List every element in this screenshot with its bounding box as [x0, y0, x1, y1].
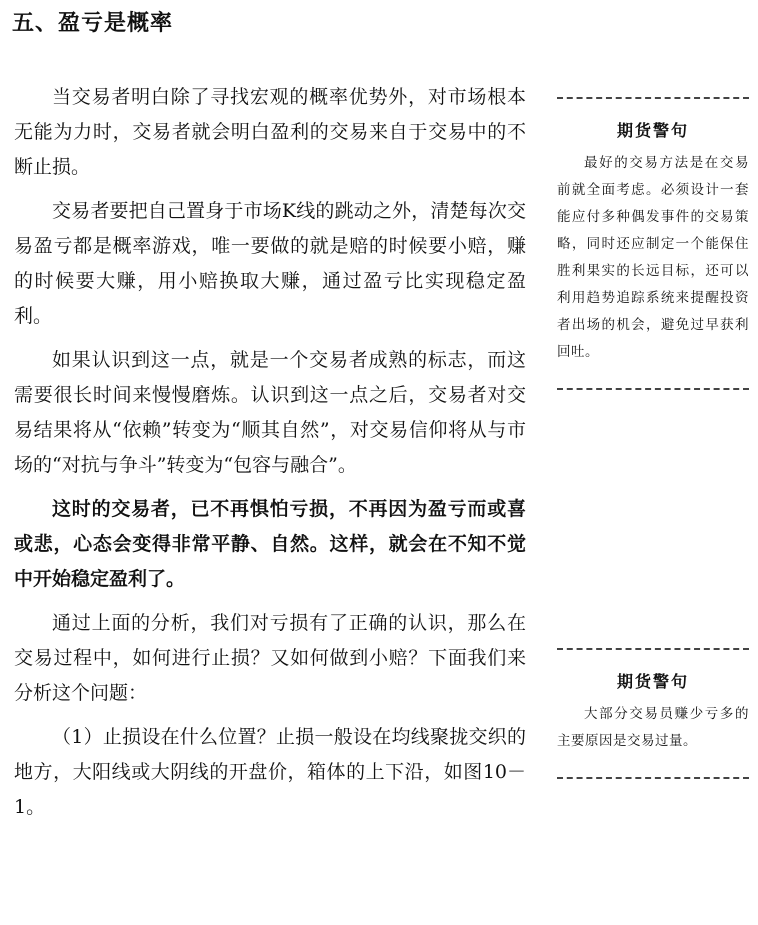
main-text [14, 80, 526, 834]
paragraph: 如果认识到这一点，就是一个交易者成熟的标志，而这需要很长时间来慢慢磨炼。认识到这一点之后，交易者对交易结果将从“依赖”转变为“顺其自然”，对交易信仰将从与市场的“对抗与争斗”转变为“包容与融合”。 [14, 349, 526, 476]
sidebar-box-2 [557, 648, 749, 779]
bold-paragraph: 这时的交易者，已不再惧怕亏损，不再因为盈亏而或喜或悲，心态会变得非常平静、自然。这样，就会在不知不觉中开始稳定盈利了。 [14, 498, 526, 590]
paragraph: 交易者要把自己置身于市场K线的跳动之外，清楚每次交易盈亏都是概率游戏，唯一要做的就是赔的时候要小赔，赚的时候要大赚，用小赔换取大赚，通过盈亏比实现稳定盈利。 [14, 200, 526, 327]
section-heading: 五、盈亏是概率 [12, 11, 174, 36]
sidebar-body: 大部分交易员赚少亏多的主要原因是交易过量。 [557, 706, 749, 749]
paragraph: 当交易者明白除了寻找宏观的概率优势外，对市场根本无能为力时，交易者就会明白盈利的交易来自于交易中的不断止损。 [14, 86, 526, 178]
paragraph: 通过上面的分析，我们对亏损有了正确的认识，那么在交易过程中，如何进行止损？又如何做到小赔？下面我们来分析这个问题： [14, 612, 526, 704]
dashed-divider [557, 97, 749, 99]
dashed-divider [557, 388, 749, 390]
sidebar-title: 期货警句 [616, 672, 689, 691]
sidebar-body: 最好的交易方法是在交易前就全面考虑。必须设计一套能应付多种偶发事件的交易策略，同时还应制定一个能保住胜利果实的长远目标，还可以利用趋势追踪系统来提醒投资者出场的机会，避免过早获利回吐。 [557, 155, 749, 360]
sidebar-title: 期货警句 [616, 121, 689, 140]
paragraph: （1）止损设在什么位置？止损一般设在均线聚拢交织的地方，大阳线或大阴线的开盘价，箱体的上下沿，如图10－1。 [14, 726, 526, 818]
dashed-divider [557, 777, 749, 779]
sidebar-box-1 [557, 97, 749, 390]
dashed-divider [557, 648, 749, 650]
